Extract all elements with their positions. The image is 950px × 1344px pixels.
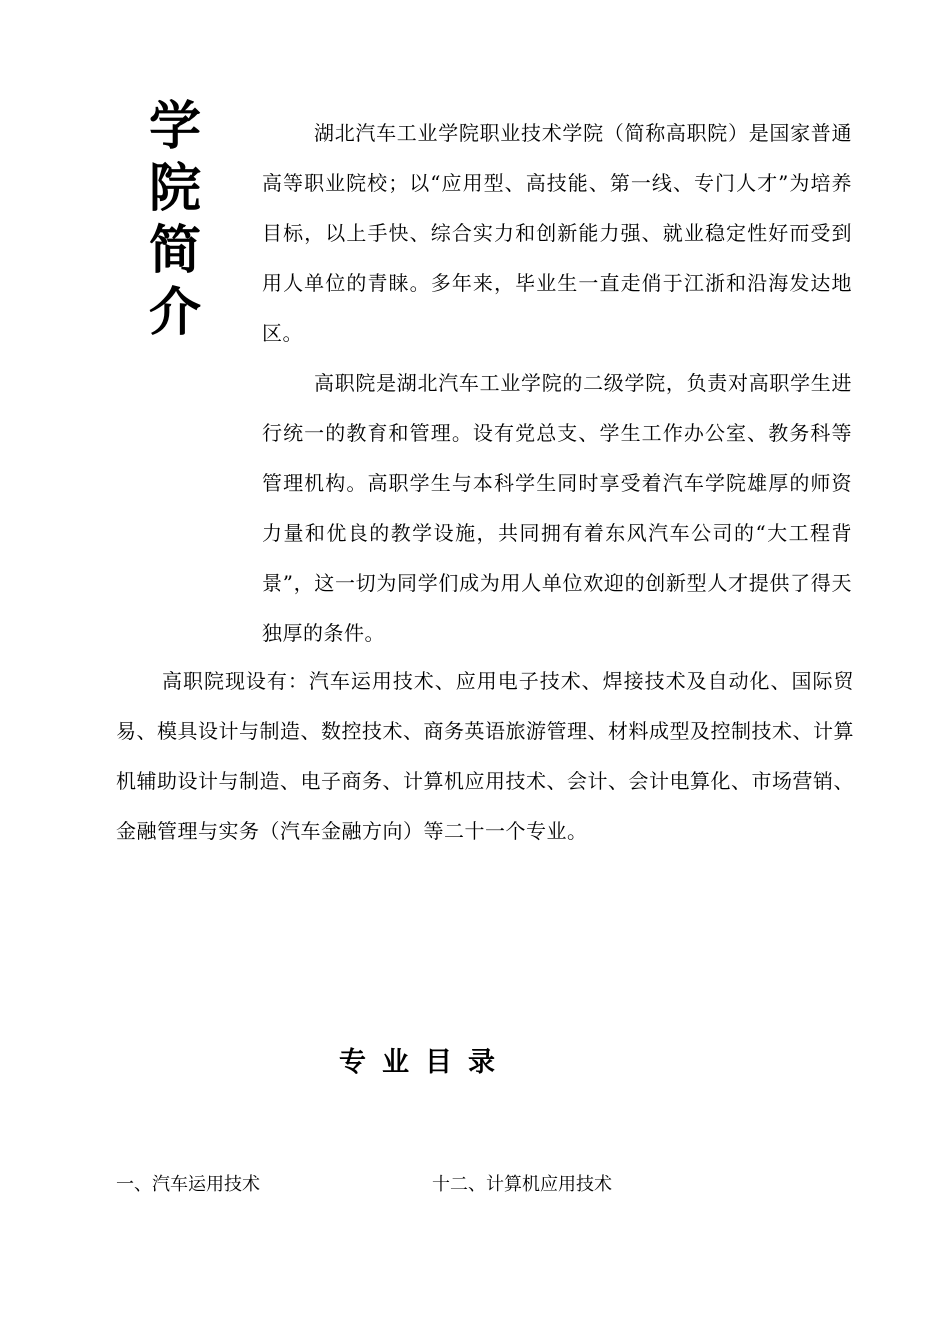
intro-paragraph: 高职院是湖北汽车工业学院的二级学院，负责对高职学生进行统一的教育和管理。设有党总支、学生工作办公室、教务科等管理机构。高职学生与本科学生同时享受着汽车学院雄厚的师资力量和优良的教学设施，共同拥有着东风汽车公司的“大工程背景”，这一切为同学们成为用人单位欢迎的创新型人才提供了得天独厚的条件。	[262, 371, 852, 645]
side-title-char: 简	[148, 220, 201, 281]
intro-section	[262, 108, 852, 658]
catalog-item: 十二、计算机应用技术	[432, 1174, 612, 1194]
catalog-item: 一、汽车运用技术	[116, 1174, 260, 1194]
side-title-char: 学	[148, 96, 201, 157]
side-title	[140, 96, 210, 344]
side-title-char: 院	[148, 158, 201, 219]
intro-paragraph: 湖北汽车工业学院职业技术学院（简称高职院）是国家普通高等职业院校；以“应用型、高技能、第一线、专门人才”为培养目标，以上手快、综合实力和创新能力强、就业稳定性好而受到用人单位的青睐。多年来，毕业生一直走俏于江浙和沿海发达地区。	[262, 121, 852, 345]
majors-paragraph: 高职院现设有：汽车运用技术、应用电子技术、焊接技术及自动化、国际贸易、模具设计与制造、数控技术、商务英语旅游管理、材料成型及控制技术、计算机辅助设计与制造、电子商务、计算机应用技术、会计、会计电算化、市场营销、金融管理与实务（汽车金融方向）等二十一个专业。	[116, 669, 854, 843]
catalog-title: 专业目录	[339, 1047, 511, 1078]
side-title-char: 介	[148, 282, 201, 343]
